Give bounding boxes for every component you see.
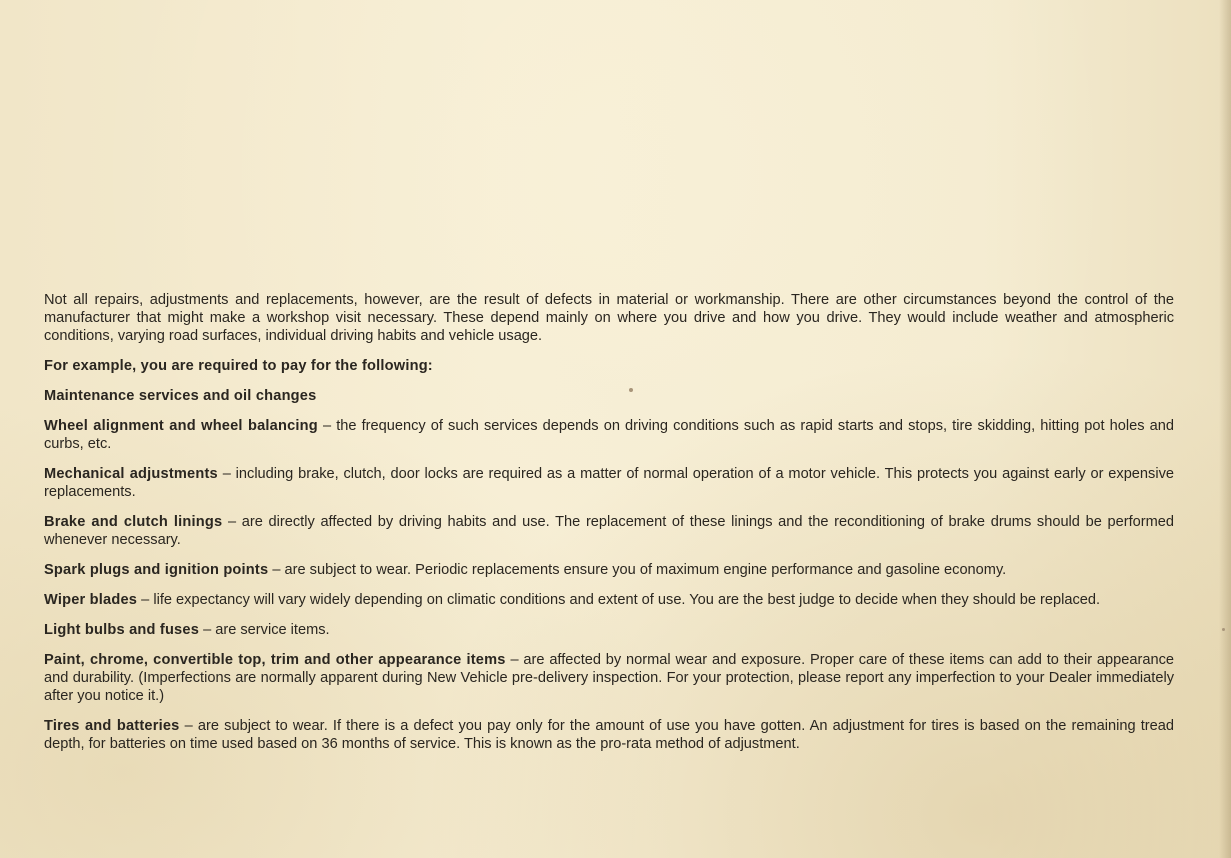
item-spark-plugs <box>44 561 1174 579</box>
item-term: Light bulbs and fuses <box>44 622 200 638</box>
page-edge-shadow <box>1219 0 1231 858</box>
item-term: Tires and batteries <box>44 718 180 734</box>
item-light-bulbs <box>44 621 1174 639</box>
paper-speck <box>1222 628 1225 631</box>
document-body <box>44 291 1174 765</box>
item-text: – are directly affected by driving habits and use. The replacement of these linings and the reconditioning of brake drums should be performed whenever necessary. <box>44 514 1175 548</box>
item-term: Wiper blades <box>44 592 138 608</box>
item-brake-clutch-linings <box>44 513 1174 549</box>
item-text: – are affected by normal wear and exposure. Proper care of these items can add to their appearance and durability. (Imperfections are normally apparent during New Vehicle pre-delivery inspection. For your protection, please report any imperfection to your Dealer immediately after you notice it.) <box>44 652 1174 704</box>
item-appearance-items <box>44 651 1174 705</box>
item-text: – are subject to wear. If there is a defect you pay only for the amount of use you have gotten. An adjustment for tires is based on the remaining tread depth, for batteries on time used based on 36 months of service. This is known as the pro-rata method of adjustment. <box>44 718 1174 752</box>
item-text: – including brake, clutch, door locks are required as a matter of normal operation of a motor vehicle. This protects you against early or expensive replacements. <box>44 466 1174 500</box>
item-term: Wheel alignment and wheel balancing <box>44 418 318 434</box>
item-wiper-blades <box>44 591 1174 609</box>
item-term: Maintenance services and oil changes <box>44 388 317 404</box>
item-text: – the frequency of such services depends on driving conditions such as rapid starts and stops, tire skidding, hitting pot holes and curbs, etc. <box>44 418 1174 452</box>
item-term: Brake and clutch linings <box>44 514 223 530</box>
item-term: Paint, chrome, convertible top, trim and other appearance items <box>44 652 506 668</box>
item-text: – are subject to wear. Periodic replacements ensure you of maximum engine performance and gasoline economy. <box>268 562 1007 578</box>
item-term: Mechanical adjustments <box>44 466 218 482</box>
item-term: Spark plugs and ignition points <box>44 562 269 578</box>
item-tires-batteries <box>44 717 1174 753</box>
item-mechanical-adjustments <box>44 465 1174 501</box>
example-heading: For example, you are required to pay for the following: <box>44 358 433 374</box>
item-maintenance <box>44 387 1174 405</box>
item-wheel-alignment <box>44 417 1174 453</box>
item-text: – life expectancy will vary widely depending on climatic conditions and extent of use. You are the best judge to decide when they should be replaced. <box>137 592 1101 608</box>
item-text: – are service items. <box>199 622 330 638</box>
intro-paragraph: Not all repairs, adjustments and replacements, however, are the result of defects in material or workmanship. There are other circumstances beyond the control of the manufacturer that might make a workshop visit necessary. These depend mainly on where you drive and how you drive. They would include weather and atmospheric conditions, varying road surfaces, individual driving habits and vehicle usage. <box>44 292 1174 344</box>
